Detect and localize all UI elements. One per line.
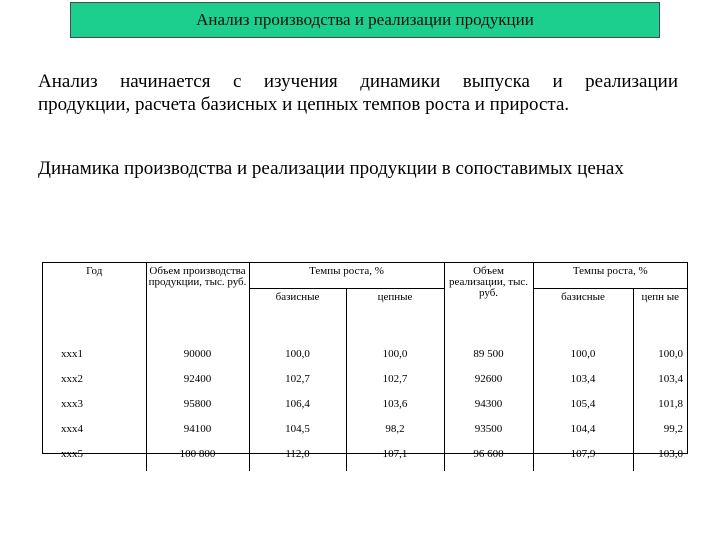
table-row bbox=[43, 421, 687, 446]
cell-basic-1: 102,7 bbox=[249, 371, 346, 396]
cell-year: ххх5 bbox=[61, 448, 83, 460]
cell-production: 94100 bbox=[146, 421, 249, 446]
header-growth-rates-1: Темпы роста, % bbox=[249, 263, 444, 289]
slide-title-text: Анализ производства и реализации продукции bbox=[196, 10, 534, 29]
header-sales-volume: Объем реализации, тыс. руб. bbox=[444, 263, 533, 346]
cell-year: ххх3 bbox=[61, 398, 83, 410]
cell-sales: 92600 bbox=[444, 371, 533, 396]
cell-chain-1: 102,7 bbox=[346, 371, 444, 396]
table-title: Динамика производства и реализации продукции в сопоставимых ценах bbox=[38, 158, 624, 179]
cell-production: 90000 bbox=[146, 346, 249, 371]
cell-year: ххх4 bbox=[61, 423, 83, 435]
cell-production: 95800 bbox=[146, 396, 249, 421]
cell-chain-1: 98,2 bbox=[346, 421, 444, 446]
slide-title bbox=[70, 2, 660, 38]
cell-year: ххх1 bbox=[61, 348, 83, 360]
cell-sales: 93500 bbox=[444, 421, 533, 446]
cell-basic-2: 105,4 bbox=[533, 396, 633, 421]
cell-basic-1: 112,0 bbox=[249, 446, 346, 471]
cell-chain-1: 107,1 bbox=[346, 446, 444, 471]
header-chain-2: цепн ые bbox=[633, 289, 687, 347]
cell-basic-1: 104,5 bbox=[249, 421, 346, 446]
cell-chain-1: 103,6 bbox=[346, 396, 444, 421]
cell-chain-2: 103,4 bbox=[633, 371, 687, 396]
intro-paragraph bbox=[38, 70, 678, 116]
dynamics-table bbox=[42, 262, 688, 460]
table-row bbox=[43, 371, 687, 396]
cell-basic-2: 100,0 bbox=[533, 346, 633, 371]
cell-production: 100 800 bbox=[146, 446, 249, 471]
cell-basic-1: 106,4 bbox=[249, 396, 346, 421]
header-basic-2: базисные bbox=[533, 289, 633, 347]
table-row bbox=[43, 396, 687, 421]
cell-year: ххх2 bbox=[61, 373, 83, 385]
cell-basic-2: 103,4 bbox=[533, 371, 633, 396]
cell-basic-1: 100,0 bbox=[249, 346, 346, 371]
cell-basic-2: 104,4 bbox=[533, 421, 633, 446]
cell-chain-2: 100,0 bbox=[633, 346, 687, 371]
cell-sales: 89 500 bbox=[444, 346, 533, 371]
cell-production: 92400 bbox=[146, 371, 249, 396]
header-chain-1: цепные bbox=[346, 289, 444, 347]
cell-basic-2: 107,9 bbox=[533, 446, 633, 471]
header-basic-1: базисные bbox=[249, 289, 346, 347]
intro-line-1: Анализ начинается с изучения динамики выпуска и реализации bbox=[38, 71, 678, 92]
cell-sales: 94300 bbox=[444, 396, 533, 421]
header-growth-rates-2: Темпы роста, % bbox=[533, 263, 687, 289]
cell-chain-1: 100,0 bbox=[346, 346, 444, 371]
cell-sales: 96 600 bbox=[444, 446, 533, 471]
table-row bbox=[43, 446, 687, 471]
dynamics-table-grid bbox=[43, 263, 687, 471]
cell-chain-2: 99,2 bbox=[633, 421, 687, 446]
cell-chain-2: 103,0 bbox=[633, 446, 687, 471]
table-row bbox=[43, 346, 687, 371]
cell-chain-2: 101,8 bbox=[633, 396, 687, 421]
header-year: Год bbox=[86, 265, 103, 277]
intro-line-2: продукции, расчета базисных и цепных темпов роста и прироста. bbox=[38, 94, 570, 115]
header-production-volume: Объем производства продукции, тыс. руб. bbox=[146, 263, 249, 346]
